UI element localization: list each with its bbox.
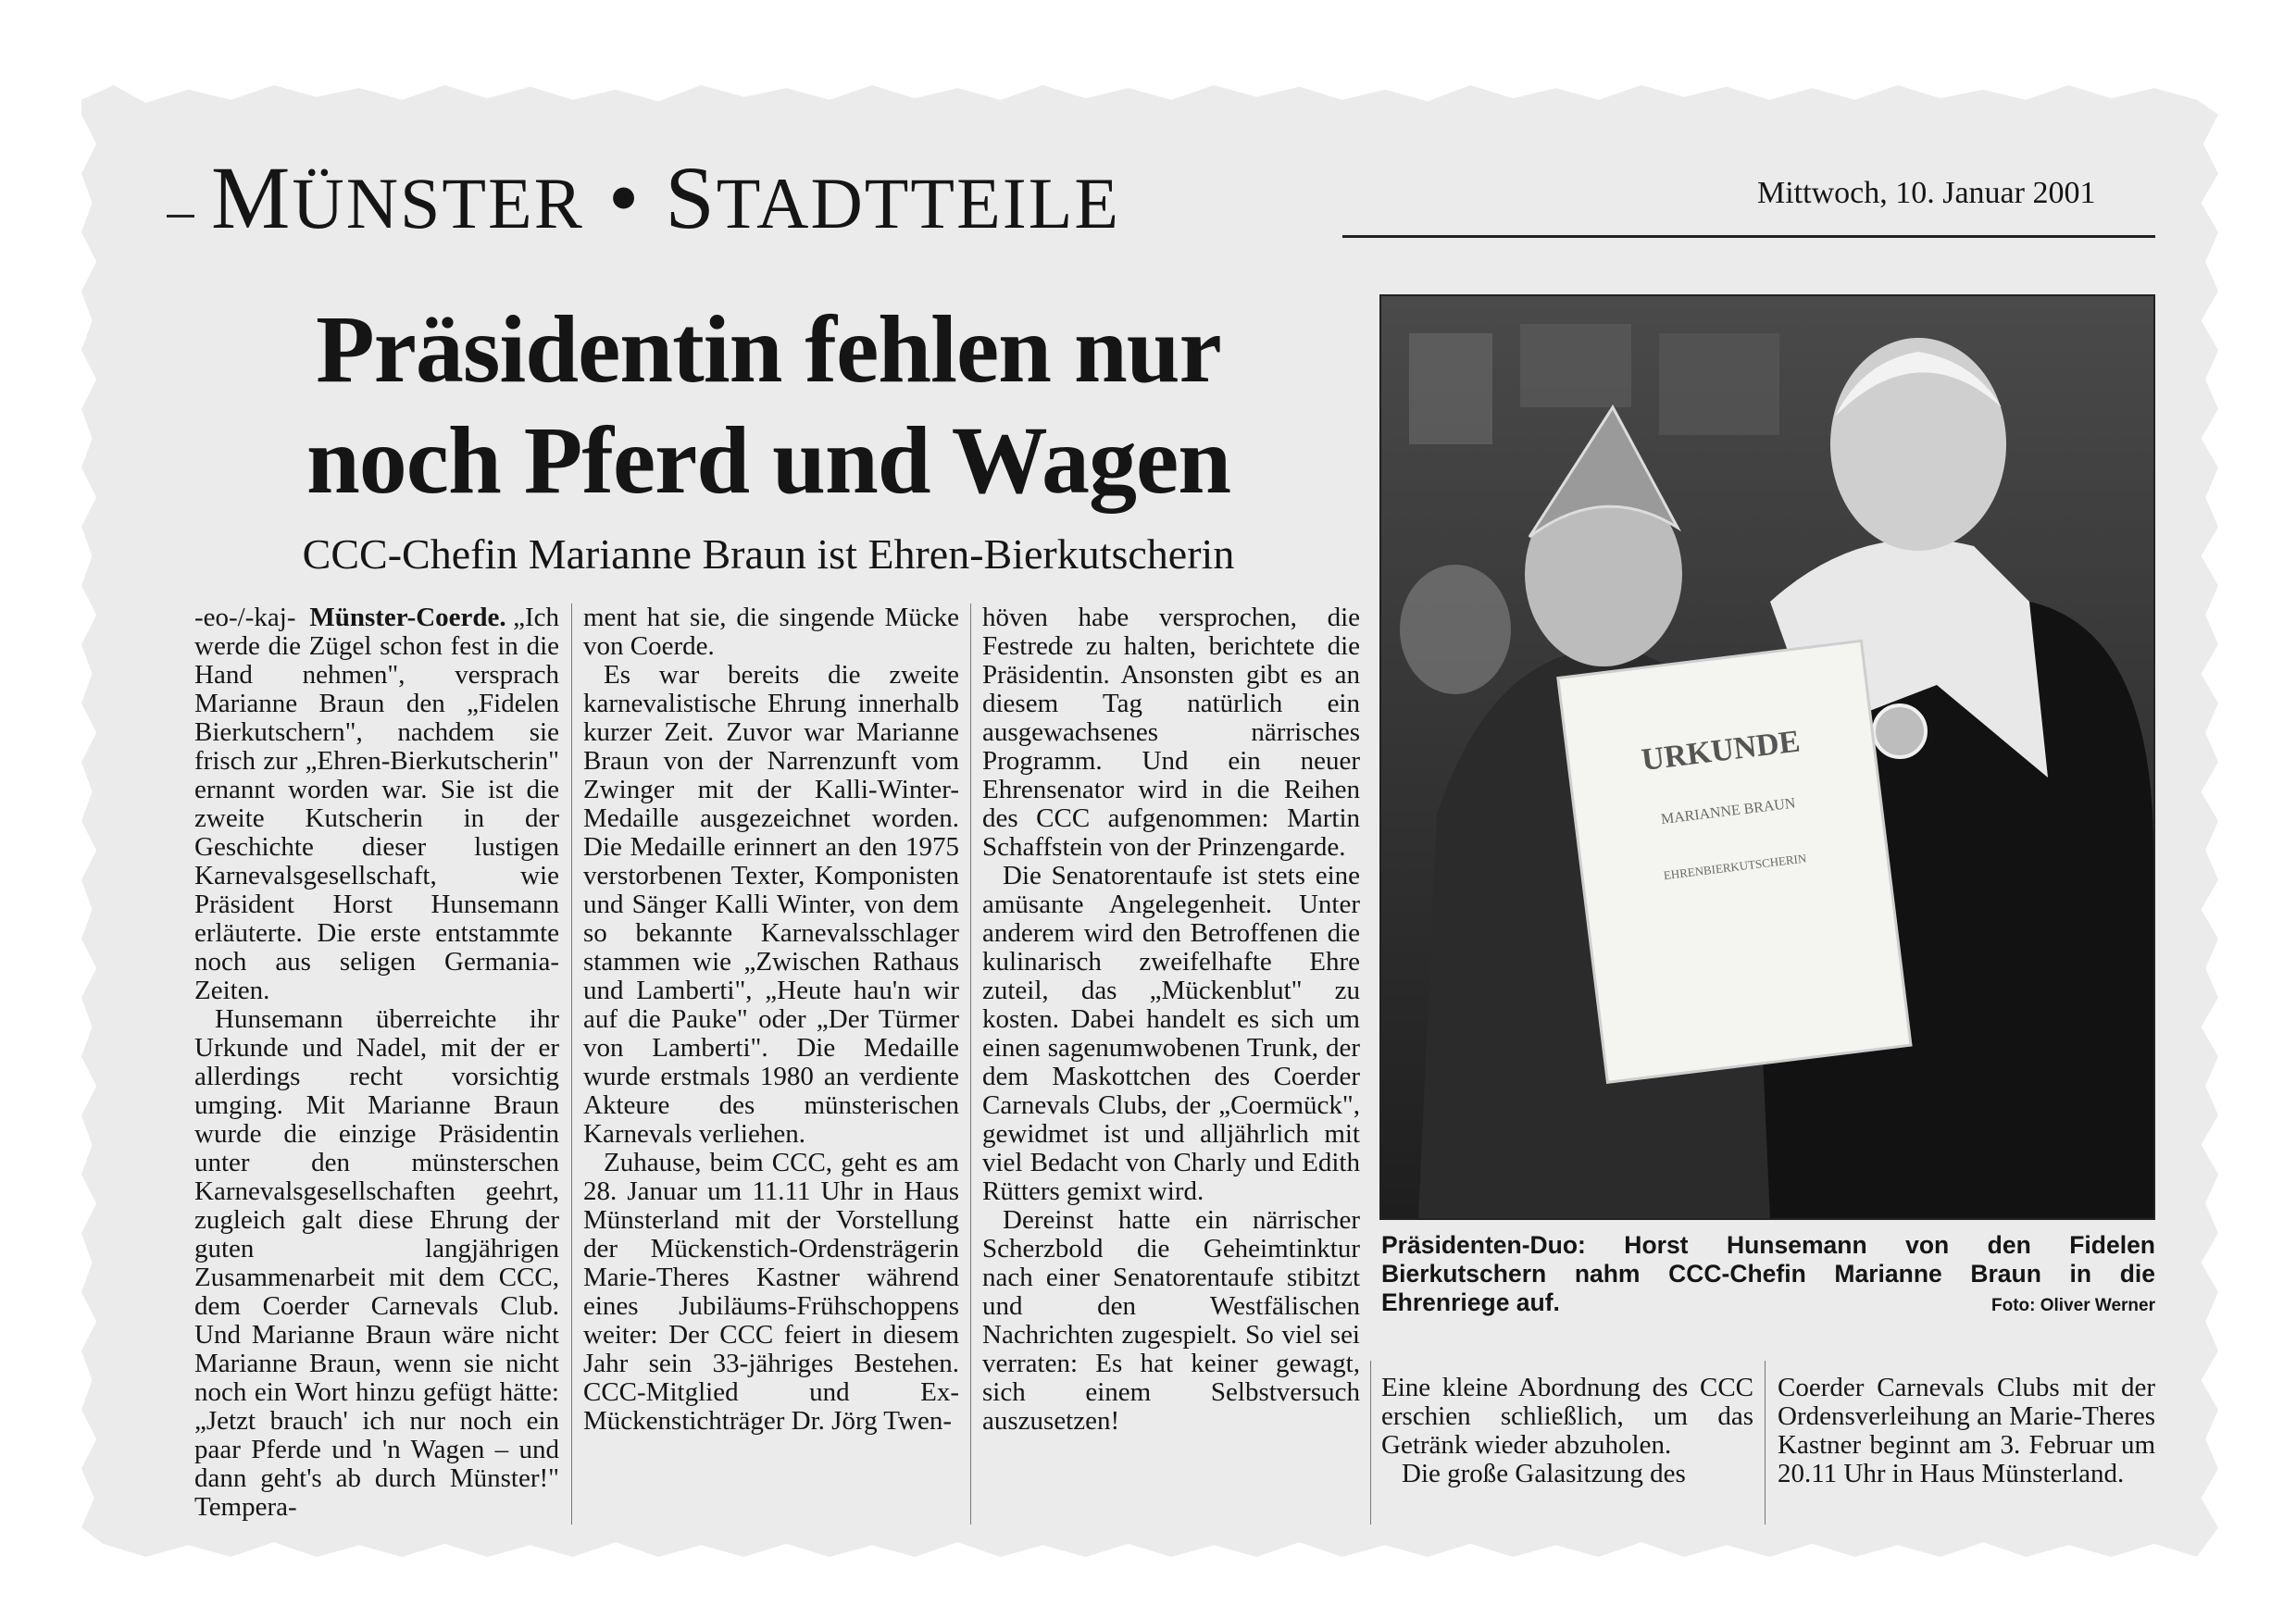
headline [167,294,1370,517]
article-paragraph: Die große Galasitzung des [1402,1459,1686,1488]
masthead-stadtteile-initial: S [665,148,717,247]
article-text: „Ich werde die Zügel schon fest in die Hand nehmen", versprach Marianne Braun den „Fidelen Bierkutschern", nachdem sie frisch zur „Ehren-Bierkutscherin" ernannt worden war. Sie ist die zweite Kutscherin in der Geschichte dieser lustigen Karnevalsgesellschaft, wie Präsident Horst Hunsemann erläuterte. Die erste entstammte noch aus seligen Germania-Zeiten. [194,603,560,1005]
byline: -eo-/-kaj- [194,603,296,632]
masthead-rule [1342,235,2155,238]
article-paragraph: Dereinst hatte ein närrischer Scherzbold die Geheimtinktur nach einer Senatorentaufe stibitzt und den Westfälischen Nachrichten zugespielt. So viel sei verraten: Es hat keiner gewagt, sich einem Selbstversuch auszusetzen! [982,1205,1360,1436]
column-rule [1765,1361,1766,1525]
article-paragraph: Die Senatorentaufe ist stets eine amüsante Angelegenheit. Unter anderem wird den Betroffenen die kulinarisch zweifelhafte Ehre zuteil, das „Mückenblut" zu kosten. Dabei handelt es sich um einen sagenumwobenen Trunk, der dem Maskottchen des Coerder Carnevals Clubs, der „Coermück", gewidmet ist und alljährlich mit viel Bedacht von Charly und Edith Rütters gemixt wird. [982,861,1360,1206]
column-rule [1370,1361,1371,1525]
article-paragraph: Eine kleine Abordnung des CCC erschien schließlich, um das Getränk wieder abzuholen. [1381,1373,1753,1460]
masthead-stadtteile-rest: TADTTEILE [716,163,1120,243]
masthead-muenster-initial: M [211,148,293,247]
wall-frame [1409,333,1492,444]
article-column-1 [194,604,559,1522]
article-column-3 [982,604,1360,1436]
photo-illustration [1381,296,2153,1218]
article-column-2 [583,604,959,1436]
masthead-bullet: • [607,148,642,247]
background-guest [1400,565,1511,694]
subheadline: CCC-Chefin Marianne Braun ist Ehren-Bierkutscherin [302,530,1235,578]
certificate-name: MARIANNE BRAUN [1660,795,1797,828]
certificate-role: EHRENBIERKUTSCHERIN [1663,851,1808,883]
masthead-dash [167,215,194,218]
press-photo [1379,294,2155,1220]
article-paragraph: Zuhause, beim CCC, geht es am 28. Januar um 11.11 Uhr in Haus Münsterland mit der Vorstellung der Mückenstich-Ordensträgerin Marie-Theres Kastner während eines Jubiläums-Frühschoppens weiter: Der CCC feiert in diesem Jahr sein 33-jähriges Bestehen. CCC-Mitglied und Ex-Mückenstichträger Dr. Jörg Twen- [583,1148,959,1436]
wall-frame [1520,324,1631,407]
photo-credit: Foto: Oliver Werner [1990,1296,2155,1315]
column-rule [571,604,572,1525]
wall-frame [1659,333,1779,435]
dateline: Münster-Coerde. [309,603,506,632]
headline-line-2: noch Pferd und Wagen [306,407,1231,514]
article-paragraph: höven habe versprochen, die Festrede zu halten, berichtete die Präsidentin. Ansonsten gibt es an diesem Tag natürlich ein ausgewachsenes närrisches Programm. Und ein neuer Ehrensenator wird in die Reihen des CCC aufgenommen: Martin Schaffstein von der Prinzengarde. [982,603,1360,862]
certificate-title: URKUNDE [1640,724,1803,778]
article-paragraph: Coerder Carnevals Clubs mit der Ordensverleihung an Marie-Theres Kastner beginnt am 3. Februar um 20.11 Uhr in Haus Münsterland. [1778,1373,2155,1488]
article-paragraph [194,604,559,1005]
article-column-4 [1381,1374,1753,1488]
article-paragraph: Hunsemann überreichte ihr Urkunde und Nadel, mit der er allerdings recht vorsichtig umging. Mit Marianne Braun wurde die einzige Präsidentin unter den münsterschen Karnevalsgesellschaften geehrt, zugleich galt diese Ehrung der guten langjährigen Zusammenarbeit mit dem CCC, dem Coerder Carnevals Club. Und Marianne Braun wäre nicht Marianne Braun, wenn sie nicht noch ein Wort hinzu gefügt hätte: „Jetzt brauch' ich nur noch ein paar Pferde und 'n Wagen – und dann geht's ab durch Münster!" Tempera- [194,1004,559,1522]
article-paragraph: Es war bereits die zweite karnevalistische Ehrung innerhalb kurzer Zeit. Zuvor war Marianne Braun von der Narrenzunft vom Zwinger mit der Kalli-Winter-Medaille ausgezeichnet worden. Die Medaille erinnert an den 1975 verstorbenen Texter, Komponisten und Sänger Kalli Winter, von dem so bekannte Karnevalsschlager stammen wie „Zwischen Rathaus und Lamberti", „Heute hau'n wir auf die Pauke" oder „Der Türmer von Lamberti". Die Medaille wurde erstmals 1980 an verdiente Akteure des münsterischen Karnevals verliehen. [583,660,959,1149]
medal-pin [1874,705,1926,757]
masthead-muenster-rest: ÜNSTER [292,163,584,243]
section-masthead [211,146,1120,249]
article-column-5 [1778,1374,2155,1488]
headline-line-1: Präsidentin fehlen nur [316,296,1221,403]
issue-date: Mittwoch, 10. Januar 2001 [1757,176,2096,210]
article-paragraph: ment hat sie, die singende Mücke von Coerde. [583,603,959,661]
column-rule [970,604,971,1525]
photo-caption: Präsidenten-Duo: Horst Hunsemann von den Fidelen Bierkutschern nahm CCC-Chefin Marianne Braun in die Ehrenriege auf. [1381,1231,2155,1316]
certificate [1558,641,1911,1082]
